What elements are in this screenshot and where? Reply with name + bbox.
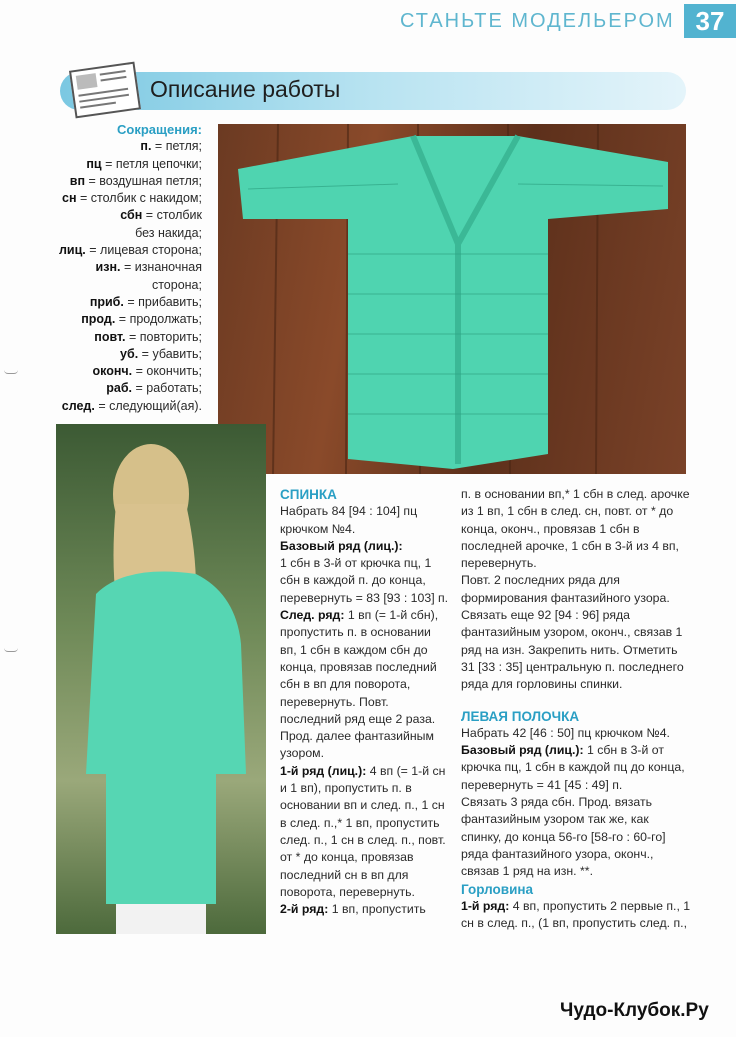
left-front-instructions [461, 486, 691, 932]
subsection-neckline: Горловина [461, 881, 534, 897]
abbreviation-item [12, 311, 202, 328]
abbreviation-value: = воздушная петля; [85, 173, 202, 188]
abbreviations-heading: Сокращения: [117, 122, 202, 137]
back-instructions [280, 486, 450, 918]
row-heading: Базовый ряд (лиц.): [280, 538, 403, 553]
abbreviation-item [12, 225, 202, 242]
site-watermark: Чудо-Клубок.Ру [560, 1000, 709, 1021]
abbreviation-value: = столбик [142, 208, 202, 223]
text-paragraph: Набрать 84 [94 : 104] пц крючком №4. [280, 504, 418, 536]
abbreviation-key: оконч. [92, 364, 133, 379]
abbreviation-value: = работать; [132, 381, 202, 396]
abbreviation-key: повт. [94, 329, 126, 344]
text-paragraph: Набрать 42 [46 : 50] пц крючком №4. [461, 725, 670, 740]
abbreviation-value: = петля цепочки; [101, 156, 202, 171]
abbreviation-item [12, 156, 202, 173]
abbreviation-key: вп [69, 173, 86, 188]
abbreviation-item [12, 329, 202, 346]
abbreviation-value: = следующий(ая). [94, 398, 202, 413]
abbreviation-key: п. [140, 139, 152, 154]
text-paragraph: Повт. 2 последних ряда для формирования фантазийного узора. [461, 573, 670, 605]
row-heading: Базовый ряд (лиц.): [461, 743, 584, 758]
abbreviation-item [12, 277, 202, 294]
text-paragraph: п. в основании вп,* 1 сбн в след. арочке из 1 вп, 1 сбн в след. сн, повт. от * до конца, оконч., провязав 1 сбн в последней арочке, 1 сбн в 3-й из 4 вп, перевернуть. [461, 487, 690, 571]
row-heading: 1-й ряд (лиц.): [280, 763, 367, 778]
abbreviation-key: пц [86, 156, 102, 171]
row-heading: 1-й ряд: [461, 898, 510, 913]
abbreviation-value: = столбик с накидом; [76, 191, 202, 206]
abbreviation-key: раб. [106, 381, 133, 396]
abbreviation-item [12, 294, 202, 311]
abbreviation-value: = убавить; [138, 346, 202, 361]
abbreviation-key: лиц. [58, 243, 86, 258]
abbreviation-key: сбн [120, 208, 143, 223]
cardigan-flatlay-photo [218, 124, 686, 474]
document-icon [69, 62, 141, 119]
text-paragraph: 1 сбн в 3-й от крючка пц, 1 сбн в каждой п. до конца, перевернуть = 83 [93 : 103] п. [280, 556, 449, 605]
abbreviation-item [12, 380, 202, 397]
abbreviation-value: = окончить; [132, 364, 202, 379]
abbreviation-key: изн. [95, 260, 121, 275]
abbreviation-item [12, 173, 202, 190]
binder-hole-mark [4, 648, 18, 652]
section-back-title: СПИНКА [280, 487, 337, 502]
abbreviation-value: = продолжать; [115, 312, 202, 327]
abbreviation-value: = лицевая сторона; [85, 243, 202, 258]
abbreviation-key: приб. [89, 294, 124, 309]
abbreviation-key: прод. [81, 312, 116, 327]
abbreviation-key: след. [61, 398, 95, 413]
text-run: 4 вп, пропустить 2 первые п., 1 сн в след. п., (1 вп, пропустить след. п., [461, 898, 691, 931]
abbreviation-item [12, 259, 202, 276]
model-wearing-cardigan-photo [56, 424, 266, 934]
text-paragraph: Связать 3 ряда сбн. Прод. вязать фантазийным узором так же, как спинку, до конца 56-го [58-го : 60-го] ряда фантазийного узора, оконч., связав 1 ряд на изн. **. [461, 795, 666, 879]
abbreviations-list [12, 121, 202, 415]
section-left-front-title: ЛЕВАЯ ПОЛОЧКА [461, 708, 580, 724]
text-run: 4 вп (= 1-й сн и 1 вп), пропустить п. в основании вп и след. п., 1 сн в след. п.,* 1 вп, пропустить след. п., 1 сн в след. п., повт. от * до конца, провязав последний сн в вп для поворота, перевернуть. [280, 763, 446, 899]
abbreviation-item [12, 138, 202, 155]
abbreviation-item [12, 207, 202, 224]
abbreviation-key: уб. [120, 346, 139, 361]
page-number: 37 [684, 4, 736, 38]
binder-hole-mark [4, 370, 18, 374]
page-title: Описание работы [150, 76, 341, 102]
row-heading: 2-й ряд: [280, 902, 329, 917]
abbreviation-key: сн [62, 191, 77, 206]
abbreviation-value: = прибавить; [123, 294, 202, 309]
section-header: СТАНЬТЕ МОДЕЛЬЕРОМ [400, 10, 675, 32]
abbreviation-value: = изнаночная [120, 260, 202, 275]
abbreviation-item [12, 346, 202, 363]
text-run: 1 вп (= 1-й сбн), пропустить п. в основании вп, 1 сбн в каждом сбн до конца, провязав последний сбн в вп для поворота, перевернуть. Повт. последний ряд еще 2 раза. Прод. далее фантазийным узором. [280, 608, 439, 761]
abbreviation-item [12, 242, 202, 259]
abbreviation-value: без накида; [135, 225, 202, 240]
abbreviation-value: = петля; [151, 139, 202, 154]
text-paragraph: Связать еще 92 [94 : 96] ряда фантазийным узором, оконч., связав 1 ряд на изн. Закрепить нить. Отметить 31 [33 : 35] центральную п. последнего ряда для горловины спинки. [461, 608, 684, 692]
abbreviation-item [12, 363, 202, 380]
text-run: 1 вп, пропустить [328, 902, 426, 917]
abbreviation-item [12, 190, 202, 207]
row-heading: След. ряд: [280, 608, 345, 623]
text-run: 1 сбн в 3-й от крючка пц, 1 сбн в каждой пц до конца, перевернуть = 41 [45 : 49] п. [461, 743, 685, 792]
abbreviation-item [12, 398, 202, 415]
abbreviation-value: = повторить; [125, 329, 202, 344]
abbreviation-value: сторона; [151, 277, 202, 292]
